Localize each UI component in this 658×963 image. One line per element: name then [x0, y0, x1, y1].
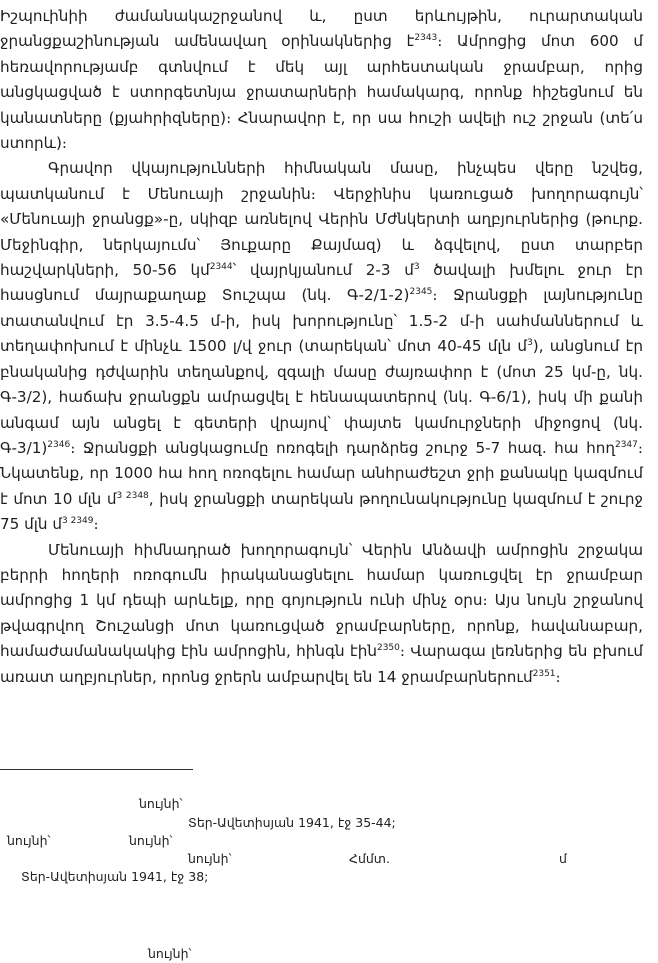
text-run: ։ Ամրոցից մոտ 600 մ հեռավորությամբ գտնվում է մեկ այլ արհեստական ջրամբար, որից անցկացված է ստորգետնյա ջրատարների համակարգ, որոնք հիշեցնում են կանատները (քյահրիզները)։ Հնարավոր է, որ սա հուշի ավելի ուշ շրջան (տե՛ս ստորև)։ [0, 32, 643, 153]
paragraph-2 [0, 156, 643, 537]
text-run: ։ [555, 667, 561, 686]
footnote-ref: 3 [527, 338, 533, 349]
footnote-fragment: նույնի՝ [139, 796, 183, 811]
footnote-ref: 3 [413, 262, 420, 272]
footnote-ref: 2343 [414, 33, 438, 44]
footnote-separator [0, 769, 193, 770]
text-run: Գրավոր վկայությունների հիմնական մասը, ինչպես վերը նշվեց, պատկանում է Մենուայի շրջանին։ Վերջինիս կառուցած խողորագույն՝ «Մենուայի ջրանցք»-ը, սկիզբ առնելով Վերին Մժնկերտի աղբյուրներից (թուրք. Մեջինգիր, ներկայումս՝ Յուքարը Քայմազ) և ձգվելով, ըստ տարբեր հաշվարկների, 50-56 կմ [0, 159, 643, 280]
text-run: ՝ վայրկյանում 2-3 մ [232, 261, 414, 280]
footnote-ref: 2346 [47, 439, 71, 450]
text-run: ։ Նկատենք, որ 1000 հա հող ոռոգելու համար անհրաժեշտ ջրի քանակը կազմում է մոտ 10 մլն մ [0, 438, 643, 508]
footnote-fragment: Տեր-Ավետիսյան 1941, էջ 35-44; [188, 815, 396, 830]
main-text [0, 4, 643, 690]
footnote-ref: 3 2349 [61, 516, 94, 527]
footnote-ref: 2344 [209, 262, 233, 272]
text-run: ։ Ջրանցքի անցկացումը ոռոգելի դարձրեց շուրջ 5-7 հազ. հա հող [70, 438, 615, 457]
footnote-ref: 2345 [409, 287, 433, 298]
footnote-fragment: նույնի՝ [129, 833, 173, 848]
paragraph-1 [0, 4, 643, 156]
footnote-fragment: մ [559, 851, 567, 866]
text-run: ։ Ջրանցքի լայնությունը տատանվում էր 3.5-4.5 մ-ի, իսկ խորությունը՝ 1.5-2 մ-ի սահմաններում և տեղափոխում է մինչև 1500 լ/վ ջուր (տարեկան՝ մոտ 40-45 մլն մ [0, 286, 643, 356]
footnote-ref: 2351 [532, 668, 556, 679]
paragraph-3 [0, 538, 643, 690]
footnote-ref: 2350 [376, 643, 400, 654]
text-run: Իշպուինիի ժամանակաշրջանով և, ըստ երևույթին, ուրարտական ջրանցքաշինության ամենավաղ օրինակներից է [0, 7, 643, 51]
footnote-fragment: նույնի՝ [7, 833, 51, 848]
footnote-ref: 2347 [614, 439, 638, 450]
text-run: ։ [93, 515, 99, 534]
text-run: , իսկ ջրանցքի տարեկան թողունակությունը կազմում է շուրջ 75 մլն մ [0, 489, 643, 534]
footnote-fragment: նույնի՝ [148, 946, 192, 961]
text-run: ։ Վարագա լեռներից են բխում առատ աղբյուրներ, որոնց ջրերն ամբարվել են 14 ջրամբարներում [0, 642, 644, 686]
text-run: ), անցնում էր բնականից դժվարին տեղանքով, զգալի մասը ժայռափոր է (մոտ 25 կմ-ը, նկ. Գ-3/2), հաճախ ջրանցքն ամրացվել է հենապատերով (նկ. Գ-6/1), իսկ մի քանի անգամ այն անցել է գետերի վրայով՝ փայտե կամուրջների միջոցով (նկ. Գ-3/1) [0, 337, 643, 457]
footnote-ref: 3 2348 [116, 490, 149, 501]
footnote-fragment: Հմմտ. [349, 851, 390, 866]
footnote-fragment: նույնի՝ [188, 851, 232, 866]
text-run: ծավալի խմելու ջուր էր հասցնում մայրաքաղաք Տուշպա (նկ. Գ-2/1-2) [0, 261, 643, 305]
text-run: Մենուայի հիմնադրած խողորագույն՝ Վերին Անձավի ամրոցին շրջակա բերրի հողերի ոռոգումն իրականացնելու համար կառուցվել էր ջրամբար ամրոցից 1 կմ դեպի արևելք, որը գոյություն ունի մինչ օրս։ Այս նույն շրջանով թվագրվող Շուշանցի մոտ կառուցված ջրամբարները, որոնք, հավանաբար, համաժամանակակից էին ամրոցին, հինգն էին [0, 540, 643, 661]
footnote-fragment: Տեր-Ավետիսյան 1941, էջ 38; [21, 869, 209, 884]
